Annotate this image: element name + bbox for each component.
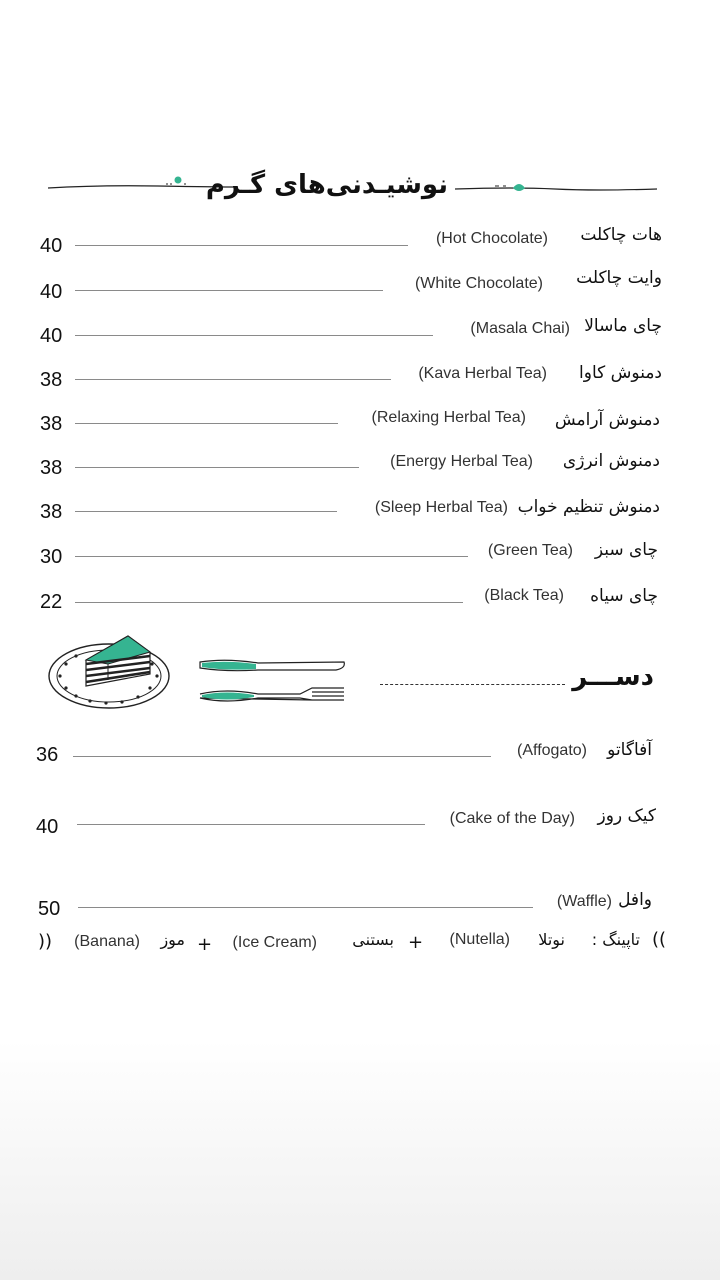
topping-banana-fa: موز — [160, 930, 185, 949]
item-price: 40 — [40, 235, 63, 257]
toppings-open-paren: (( — [651, 929, 666, 950]
item-leader-line — [75, 602, 463, 603]
item-leader-line — [75, 379, 391, 380]
toppings-close-paren: )) — [38, 931, 53, 952]
item-name-fa: وافل — [618, 890, 652, 910]
item-name-en: (Sleep Herbal Tea) — [374, 499, 508, 516]
item-leader-line — [73, 756, 491, 757]
header-ornament-right — [455, 176, 657, 198]
dessert-divider — [380, 684, 565, 685]
item-name-fa: کیک روز — [597, 806, 656, 826]
item-name-fa: دمنوش انرژی — [562, 451, 660, 471]
item-leader-line — [75, 290, 383, 291]
item-leader-line — [75, 467, 359, 468]
item-name-fa: دمنوش تنظیم خواب — [517, 497, 660, 517]
toppings-label: تاپینگ : — [591, 930, 640, 949]
item-name-en: (Affogato) — [517, 742, 587, 759]
cake-plate-icon — [46, 630, 172, 714]
item-price: 50 — [38, 898, 61, 920]
topping-nutella-fa: نوتلا — [538, 930, 565, 949]
item-name-fa: دمنوش کاوا — [579, 363, 662, 383]
item-leader-line — [77, 824, 425, 825]
item-price: 38 — [40, 501, 63, 523]
topping-nutella-en: (Nutella) — [449, 931, 510, 948]
item-price: 22 — [40, 591, 63, 613]
item-leader-line — [75, 335, 433, 336]
item-name-fa: چای ماسالا — [584, 316, 662, 336]
item-name-en: (Green Tea) — [487, 542, 573, 559]
topping-icecream-en: (Ice Cream) — [232, 934, 317, 951]
item-price: 40 — [40, 325, 63, 347]
section-title-hot-drinks: نوشیـدنی‌های گـرم — [205, 170, 448, 200]
item-price: 38 — [40, 457, 63, 479]
item-price: 36 — [36, 744, 59, 766]
topping-banana-en: (Banana) — [74, 933, 140, 950]
item-leader-line — [75, 423, 338, 424]
item-name-en: (Black Tea) — [484, 587, 564, 604]
item-price: 40 — [40, 281, 63, 303]
topping-icecream-fa: بستنی — [352, 930, 394, 949]
item-name-fa: چای سبز — [594, 540, 658, 560]
item-name-en: (Waffle) — [556, 893, 612, 910]
item-price: 40 — [36, 816, 59, 838]
toppings-plus: + — [408, 932, 424, 953]
item-price: 30 — [40, 546, 63, 568]
item-name-fa: چای سیاه — [590, 586, 658, 606]
item-name-en: (Relaxing Herbal Tea) — [371, 409, 526, 426]
item-leader-line — [75, 511, 337, 512]
item-name-en: (Masala Chai) — [470, 320, 570, 337]
item-name-fa: دمنوش آرامش — [554, 410, 660, 430]
knife-fork-icon — [196, 654, 348, 712]
item-price: 38 — [40, 369, 63, 391]
item-name-en: (Kava Herbal Tea) — [418, 365, 547, 382]
item-name-en: (Energy Herbal Tea) — [390, 453, 533, 470]
toppings-plus: + — [197, 934, 213, 955]
item-name-fa: وایت چاکلت — [576, 268, 662, 288]
item-leader-line — [75, 245, 408, 246]
item-leader-line — [78, 907, 533, 908]
item-name-fa: آفاگاتو — [607, 740, 652, 760]
item-name-en: (Hot Chocolate) — [435, 230, 548, 247]
item-name-en: (Cake of the Day) — [449, 810, 575, 827]
item-name-fa: هات چاکلت — [580, 225, 662, 245]
section-title-dessert: دســـر — [572, 662, 654, 692]
item-leader-line — [75, 556, 468, 557]
item-name-en: (White Chocolate) — [414, 275, 543, 292]
item-price: 38 — [40, 413, 63, 435]
